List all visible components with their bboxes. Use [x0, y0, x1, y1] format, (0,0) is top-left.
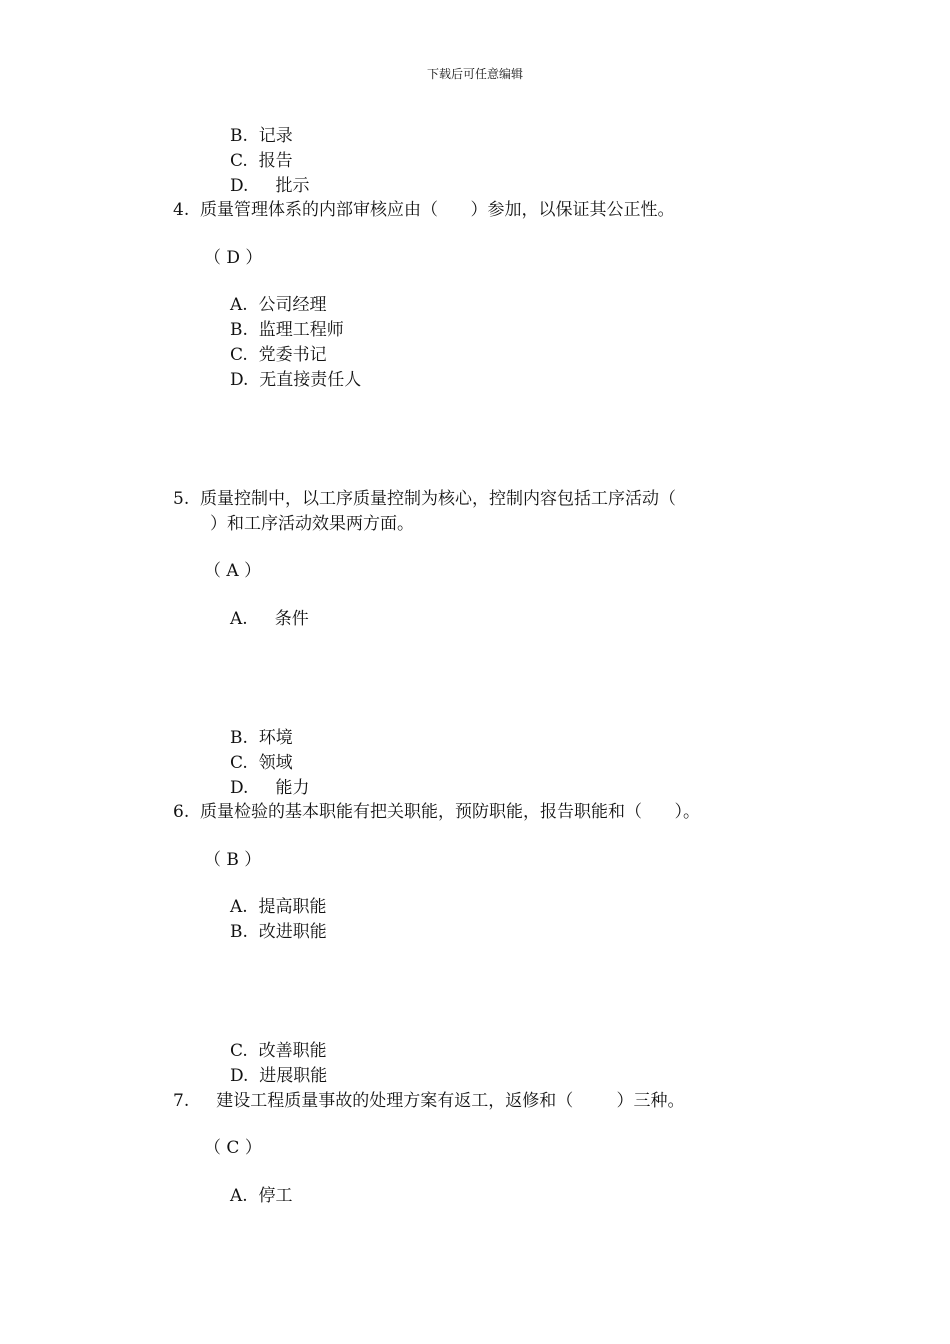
- option-5d: D. 能力: [230, 778, 310, 798]
- option-3c: C. 报告: [230, 151, 293, 171]
- question-5: 5. 质量控制中，以工序质量控制为核心，控制内容包括工序活动（: [173, 489, 677, 509]
- option-4a: A. 公司经理: [230, 295, 327, 315]
- question-4: 4. 质量管理体系的内部审核应由（ ）参加，以保证其公正性。: [173, 200, 675, 220]
- option-5c: C. 领域: [230, 753, 293, 773]
- option-4c: C. 党委书记: [230, 345, 327, 365]
- option-5a: A. 条件: [230, 609, 309, 629]
- question-5-continued: ）和工序活动效果两方面。: [210, 514, 414, 534]
- option-6a: A. 提高职能: [230, 897, 327, 917]
- question-6: 6. 质量检验的基本职能有把关职能，预防职能，报告职能和（ ）。: [173, 802, 700, 822]
- option-7a: A. 停工: [230, 1186, 293, 1206]
- option-3b: B. 记录: [230, 126, 293, 146]
- option-6c: C. 改善职能: [230, 1041, 327, 1061]
- option-4b: B. 监理工程师: [230, 320, 344, 340]
- answer-6: （ B ）: [204, 850, 262, 870]
- answer-5: （ A ）: [204, 561, 262, 581]
- question-7: 7. 建设工程质量事故的处理方案有返工，返修和（ ）三种。: [173, 1091, 685, 1111]
- page-header: 下载后可任意编辑: [426, 67, 523, 81]
- option-4d: D. 无直接责任人: [230, 370, 362, 390]
- answer-7: （ C ）: [204, 1138, 262, 1158]
- option-6d: D. 进展职能: [230, 1066, 328, 1086]
- option-5b: B. 环境: [230, 728, 293, 748]
- option-3d: D. 批示: [230, 176, 310, 196]
- option-6b: B. 改进职能: [230, 922, 327, 942]
- answer-4: （ D ）: [204, 248, 263, 268]
